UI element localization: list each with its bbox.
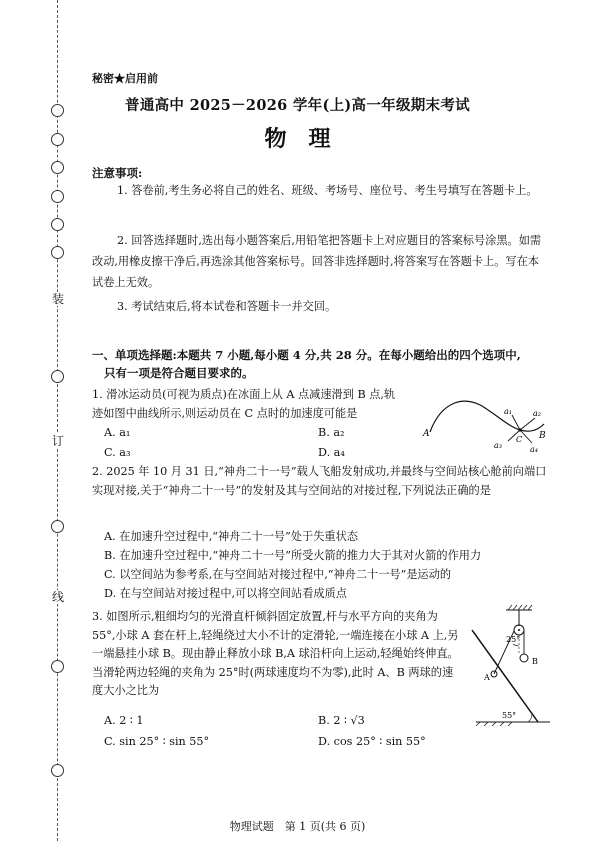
- question-1-figure: [420, 396, 550, 458]
- label-a1: a₁: [504, 407, 512, 416]
- pulley-axle: [518, 629, 520, 631]
- section-heading: [92, 346, 552, 382]
- label-b: B: [539, 431, 546, 441]
- ball-b-label: B: [532, 657, 538, 666]
- ground-hatch: [476, 722, 512, 726]
- subject-title: 物理: [264, 126, 353, 152]
- binding-hole: [51, 520, 64, 533]
- binding-hole: [51, 660, 64, 673]
- trajectory-curve: [430, 401, 544, 432]
- angle-55-label: 55°: [502, 711, 517, 720]
- question-1: [92, 386, 397, 423]
- question-2: [92, 463, 547, 500]
- question-2-stem: 2. 2025 年 10 月 31 日,“神舟二十一号”载人飞船发射成功,并最终与空间站核心舱前向端口实现对接,关于“神舟二十一号”的发射及其与空间站的对接过程,下列说法正确的是: [92, 465, 547, 497]
- question-1-option-a: A. a₁: [104, 426, 131, 439]
- question-3: [92, 608, 460, 701]
- binding-hole: [51, 218, 64, 231]
- label-c: C: [516, 435, 523, 444]
- question-2-option-b: B. 在加速升空过程中,“神舟二十一号”所受火箭的推力大于其对火箭的作用力: [104, 549, 482, 562]
- section-heading-line2: 只有一项是符合题目要求的。: [104, 366, 254, 380]
- angle-arc-bottom: [528, 714, 532, 722]
- note-item: 3. 考试结束后,将本试卷和答题卡一并交回。: [117, 300, 337, 313]
- angle-arc-top: [513, 644, 519, 646]
- angle-25-label: 25°: [506, 635, 521, 644]
- question-1-option-c: C. a₃: [104, 446, 131, 459]
- question-2-option-a: A. 在加速升空过程中,“神舟二十一号”处于失重状态: [104, 530, 358, 543]
- binding-hole: [51, 190, 64, 203]
- question-1-option-b: B. a₂: [318, 426, 345, 439]
- question-3-figure: [466, 604, 556, 726]
- question-2-option-d: D. 在与空间站对接过程中,可以将空间站看成质点: [104, 587, 347, 600]
- question-2-option-c: C. 以空间站为参考系,在与空间站对接过程中,“神舟二十一号”是运动的: [104, 568, 452, 581]
- binding-label-zhuang: 装: [51, 292, 64, 306]
- inclined-rod: [472, 630, 538, 722]
- binding-label-ding: 订: [51, 434, 64, 448]
- binding-label-xian: 线: [51, 590, 64, 604]
- binding-hole: [51, 246, 64, 259]
- ball-b: [520, 654, 528, 662]
- exam-title: 普通高中 2025－2026 学年(上)高一年级期末考试: [125, 97, 470, 114]
- question-3-stem: 3. 如图所示,粗细均匀的光滑直杆倾斜固定放置,杆与水平方向的夹角为 55°,小球 A 套在杆上,轻绳绕过大小不计的定滑轮,一端连接在小球 A 上,另一端悬挂小球 B。现由静止释放小球 B,A 球沿杆向上运动,轻绳始终伸直。当滑轮两边轻绳的夹角为 25°时(两球速度均不为零),此时 A、B 两球的速度大小之比为: [92, 610, 459, 697]
- label-a2: a₂: [533, 409, 541, 418]
- label-a4: a₄: [530, 445, 538, 454]
- note-item: 2. 回答选择题时,选出每小题答案后,用铅笔把答题卡上对应题目的答案标号涂黑。如需改动,用橡皮擦干净后,再选涂其他答案标号。回答非选择题时,将答案写在答题卡上。写在本试卷上无效。: [92, 234, 542, 289]
- question-3-option-d: D. cos 25° ∶ sin 55°: [318, 735, 426, 748]
- question-3-option-b: B. 2 ∶ √3: [318, 714, 365, 727]
- binding-hole: [51, 764, 64, 777]
- question-3-option-a: A. 2 ∶ 1: [104, 714, 144, 727]
- question-3-option-c: C. sin 25° ∶ sin 55°: [104, 735, 210, 748]
- confidential-mark: 秘密★启用前: [92, 72, 158, 85]
- binding-hole: [51, 161, 64, 174]
- question-1-option-d: D. a₄: [318, 446, 345, 459]
- label-a3: a₃: [494, 441, 502, 450]
- note-item: 1. 答卷前,考生务必将自己的姓名、班级、考场号、座位号、考生号填写在答题卡上。: [117, 184, 538, 197]
- vector-a2: [520, 418, 535, 430]
- ball-a-label: A: [484, 673, 490, 682]
- binding-hole: [51, 370, 64, 383]
- notes-heading: 注意事项:: [92, 166, 143, 180]
- page-footer: 物理试题 第 1 页(共 6 页): [229, 820, 366, 833]
- section-heading-line1: 一、单项选择题:本题共 7 小题,每小题 4 分,共 28 分。在每小题给出的四个选项中,: [92, 348, 521, 362]
- question-1-stem: 1. 滑冰运动员(可视为质点)在冰面上从 A 点减速滑到 B 点,轨迹如图中曲线所示,则运动员在 C 点时的加速度可能是: [92, 388, 396, 420]
- ceiling-hatch: [508, 605, 532, 610]
- label-a: A: [423, 429, 430, 439]
